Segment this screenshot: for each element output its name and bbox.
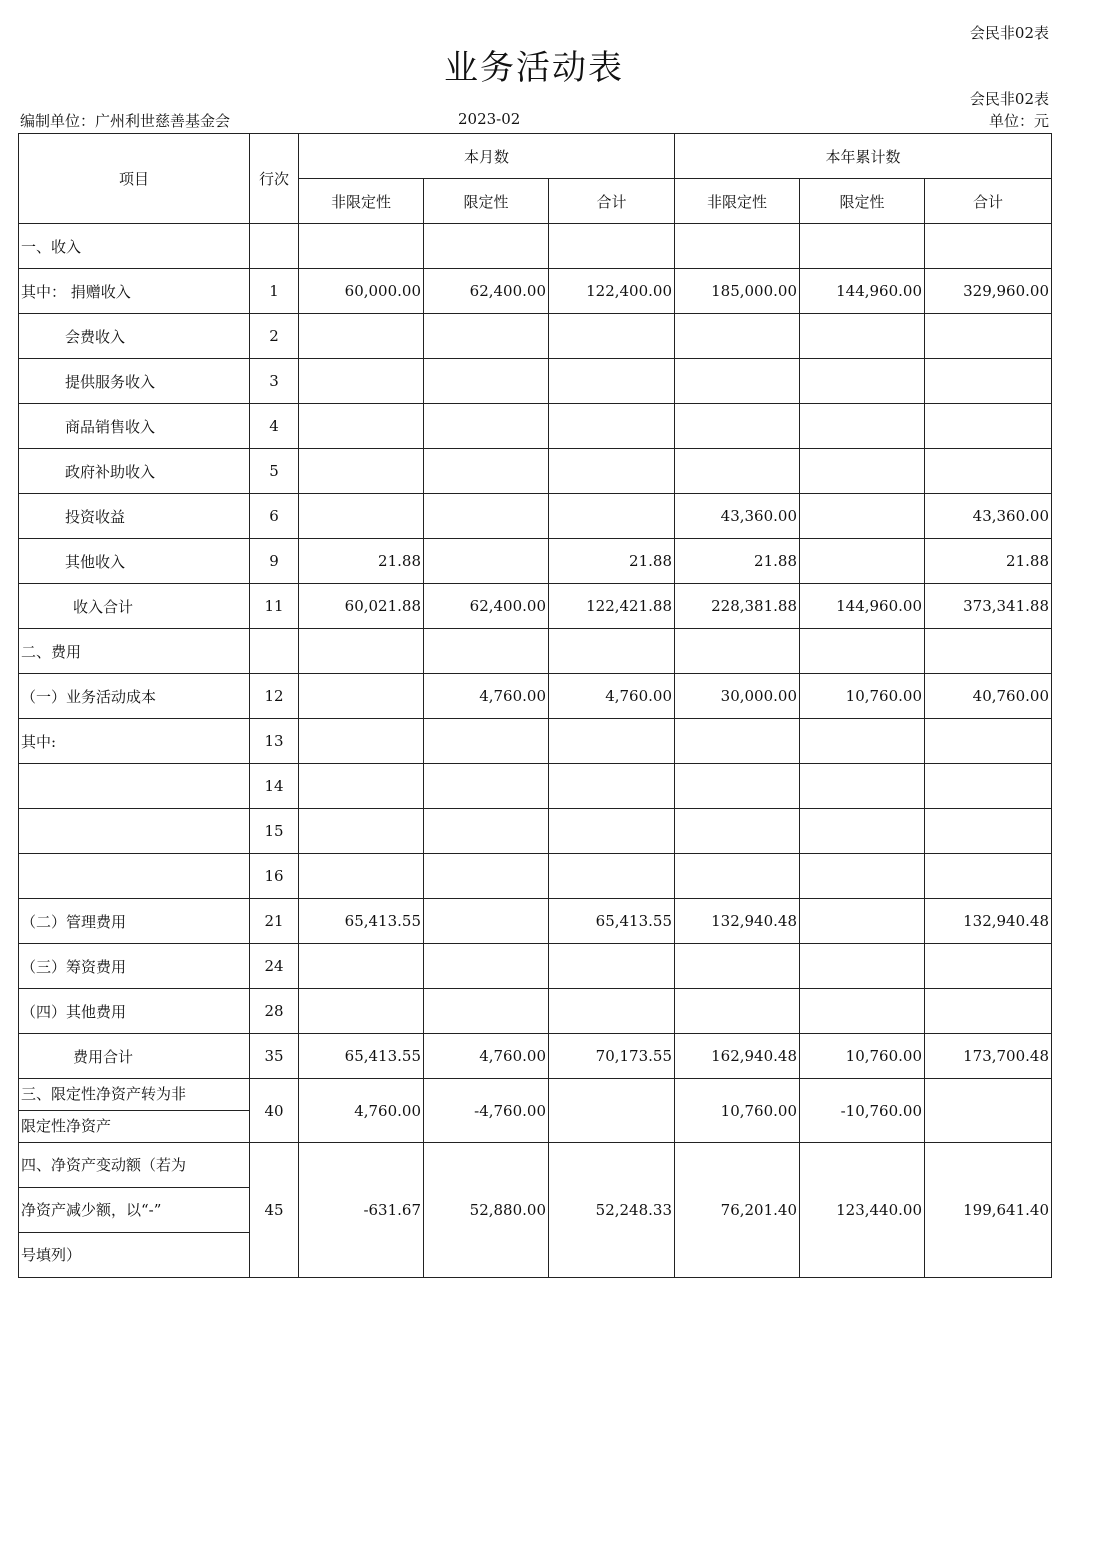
row-line-number: 16 — [250, 854, 299, 899]
cell-y-r — [800, 314, 925, 359]
cell-y-u — [675, 944, 800, 989]
col-header-month-restricted: 限定性 — [424, 179, 549, 224]
cell-m-r — [424, 854, 549, 899]
row-line-number: 3 — [250, 359, 299, 404]
cell-m-r — [424, 494, 549, 539]
page-title: 业务活动表 — [444, 48, 624, 88]
cell-m-t — [549, 629, 675, 674]
row-label — [19, 854, 250, 899]
row-label-line-1: 三、限定性净资产转为非 — [21, 1085, 187, 1103]
activity-report-table — [18, 133, 1052, 1278]
cell-m-r — [424, 359, 549, 404]
cell-y-u: 43,360.00 — [675, 494, 800, 539]
row-label: 投资收益 — [19, 494, 250, 539]
table-row — [19, 989, 1052, 1034]
cell-m-u: 60,000.00 — [299, 269, 424, 314]
cell-m-t — [549, 404, 675, 449]
cell-y-u — [675, 764, 800, 809]
table-row-net-asset-change — [19, 1143, 1052, 1278]
cell-m-u — [299, 224, 424, 269]
row-line-number: 21 — [250, 899, 299, 944]
table-row — [19, 764, 1052, 809]
cell-m-u — [299, 494, 424, 539]
cell-m-u: 4,760.00 — [299, 1079, 424, 1143]
row-line-number: 12 — [250, 674, 299, 719]
row-label: 提供服务收入 — [19, 359, 250, 404]
cell-m-u: 65,413.55 — [299, 1034, 424, 1079]
row-line-number — [250, 224, 299, 269]
row-label — [19, 1143, 250, 1278]
row-label-line-2: 限定性净资产 — [19, 1110, 249, 1142]
cell-y-t: 40,760.00 — [925, 674, 1052, 719]
cell-y-t — [925, 854, 1052, 899]
cell-y-r: 10,760.00 — [800, 1034, 925, 1079]
cell-m-r: 52,880.00 — [424, 1143, 549, 1278]
cell-m-t — [549, 449, 675, 494]
cell-y-r — [800, 494, 925, 539]
row-line-number: 28 — [250, 989, 299, 1034]
cell-m-r: 62,400.00 — [424, 584, 549, 629]
cell-m-r — [424, 224, 549, 269]
cell-m-r: 62,400.00 — [424, 269, 549, 314]
cell-m-r — [424, 809, 549, 854]
table-row — [19, 539, 1052, 584]
cell-m-u — [299, 314, 424, 359]
cell-y-t — [925, 314, 1052, 359]
cell-m-u — [299, 809, 424, 854]
cell-y-t — [925, 359, 1052, 404]
row-line-number: 13 — [250, 719, 299, 764]
cell-m-r — [424, 899, 549, 944]
cell-y-u — [675, 629, 800, 674]
table-row — [19, 674, 1052, 719]
cell-m-t — [549, 989, 675, 1034]
row-label: 会费收入 — [19, 314, 250, 359]
cell-m-t: 122,421.88 — [549, 584, 675, 629]
cell-y-t: 329,960.00 — [925, 269, 1052, 314]
row-line-number: 11 — [250, 584, 299, 629]
cell-m-u — [299, 404, 424, 449]
cell-m-t — [549, 224, 675, 269]
cell-m-r: -4,760.00 — [424, 1079, 549, 1143]
row-label-line-2: 净资产减少额，以“-” — [19, 1187, 249, 1232]
row-label — [19, 764, 250, 809]
row-label-line-3: 号填列） — [19, 1232, 249, 1277]
row-line-number: 14 — [250, 764, 299, 809]
row-line-number: 9 — [250, 539, 299, 584]
cell-m-u — [299, 674, 424, 719]
cell-y-u — [675, 404, 800, 449]
cell-y-t: 132,940.48 — [925, 899, 1052, 944]
row-line-number: 1 — [250, 269, 299, 314]
cell-y-r: 144,960.00 — [800, 584, 925, 629]
cell-m-r — [424, 539, 549, 584]
table-row — [19, 809, 1052, 854]
cell-m-u: -631.67 — [299, 1143, 424, 1278]
cell-y-t: 173,700.48 — [925, 1034, 1052, 1079]
row-line-number — [250, 629, 299, 674]
cell-y-r — [800, 719, 925, 764]
cell-m-r — [424, 944, 549, 989]
row-label: （二）管理费用 — [19, 899, 250, 944]
cell-y-t: 43,360.00 — [925, 494, 1052, 539]
row-line-number: 2 — [250, 314, 299, 359]
table-row — [19, 584, 1052, 629]
cell-m-u — [299, 944, 424, 989]
cell-y-u: 185,000.00 — [675, 269, 800, 314]
cell-y-t: 21.88 — [925, 539, 1052, 584]
row-label: （四）其他费用 — [19, 989, 250, 1034]
cell-m-r: 4,760.00 — [424, 674, 549, 719]
cell-m-u — [299, 854, 424, 899]
table-row — [19, 224, 1052, 269]
row-label: 一、收入 — [19, 224, 250, 269]
col-header-ytd-restricted: 限定性 — [800, 179, 925, 224]
form-code-top: 会民非02表 — [969, 24, 1049, 42]
cell-m-u — [299, 359, 424, 404]
row-label-line-1: 四、净资产变动额（若为 — [21, 1156, 187, 1174]
cell-m-t: 122,400.00 — [549, 269, 675, 314]
cell-y-u — [675, 809, 800, 854]
report-period: 2023-02 — [458, 110, 521, 128]
row-line-number: 35 — [250, 1034, 299, 1079]
row-line-number: 24 — [250, 944, 299, 989]
col-header-item: 项目 — [19, 134, 250, 224]
cell-y-r: -10,760.00 — [800, 1079, 925, 1143]
col-header-month: 本月数 — [299, 134, 675, 179]
cell-m-u — [299, 449, 424, 494]
row-label — [19, 1079, 250, 1143]
cell-m-t — [549, 764, 675, 809]
cell-m-r — [424, 314, 549, 359]
cell-m-r — [424, 404, 549, 449]
cell-y-t: 373,341.88 — [925, 584, 1052, 629]
cell-y-u — [675, 449, 800, 494]
table-row — [19, 854, 1052, 899]
cell-y-t — [925, 764, 1052, 809]
cell-y-r — [800, 224, 925, 269]
form-code: 会民非02表 — [969, 90, 1049, 108]
cell-y-t — [925, 809, 1052, 854]
table-row — [19, 944, 1052, 989]
row-label: 商品销售收入 — [19, 404, 250, 449]
cell-m-u: 21.88 — [299, 539, 424, 584]
table-row — [19, 1034, 1052, 1079]
cell-y-t — [925, 449, 1052, 494]
table-row — [19, 404, 1052, 449]
cell-m-t — [549, 359, 675, 404]
col-header-ytd-unrestricted: 非限定性 — [675, 179, 800, 224]
row-label: 收入合计 — [19, 584, 250, 629]
cell-m-t — [549, 719, 675, 764]
row-label: 其中: — [19, 719, 250, 764]
table-row — [19, 899, 1052, 944]
cell-m-r: 4,760.00 — [424, 1034, 549, 1079]
cell-y-u: 162,940.48 — [675, 1034, 800, 1079]
row-label: （一）业务活动成本 — [19, 674, 250, 719]
col-header-month-total: 合计 — [549, 179, 675, 224]
cell-y-r — [800, 944, 925, 989]
cell-m-t: 21.88 — [549, 539, 675, 584]
row-line-number: 5 — [250, 449, 299, 494]
cell-y-t — [925, 224, 1052, 269]
col-header-month-unrestricted: 非限定性 — [299, 179, 424, 224]
cell-m-r — [424, 989, 549, 1034]
row-line-number: 4 — [250, 404, 299, 449]
cell-m-u — [299, 719, 424, 764]
row-line-number: 40 — [250, 1079, 299, 1143]
cell-m-t: 70,173.55 — [549, 1034, 675, 1079]
row-label: 政府补助收入 — [19, 449, 250, 494]
cell-m-r — [424, 719, 549, 764]
cell-y-t: 199,641.40 — [925, 1143, 1052, 1278]
row-label: 费用合计 — [19, 1034, 250, 1079]
cell-m-r — [424, 629, 549, 674]
cell-y-r: 144,960.00 — [800, 269, 925, 314]
cell-m-r — [424, 764, 549, 809]
cell-y-r — [800, 359, 925, 404]
header-row-1 — [19, 134, 1052, 179]
row-line-number: 15 — [250, 809, 299, 854]
cell-m-t — [549, 854, 675, 899]
cell-m-u — [299, 764, 424, 809]
cell-y-r — [800, 899, 925, 944]
row-label — [19, 809, 250, 854]
cell-m-t — [549, 314, 675, 359]
cell-m-t — [549, 1079, 675, 1143]
cell-y-t — [925, 404, 1052, 449]
cell-m-r — [424, 449, 549, 494]
table-row-restricted-transfer — [19, 1079, 1052, 1143]
cell-y-u: 76,201.40 — [675, 1143, 800, 1278]
table-row — [19, 314, 1052, 359]
table-row — [19, 449, 1052, 494]
cell-y-t — [925, 944, 1052, 989]
row-line-number: 6 — [250, 494, 299, 539]
table-row — [19, 719, 1052, 764]
cell-y-r — [800, 989, 925, 1034]
cell-y-u: 10,760.00 — [675, 1079, 800, 1143]
row-label: 二、费用 — [19, 629, 250, 674]
cell-m-u — [299, 989, 424, 1034]
table-row — [19, 269, 1052, 314]
row-line-number: 45 — [250, 1143, 299, 1278]
cell-y-t — [925, 629, 1052, 674]
cell-y-u — [675, 314, 800, 359]
col-header-line: 行次 — [250, 134, 299, 224]
cell-m-u: 60,021.88 — [299, 584, 424, 629]
cell-y-r — [800, 764, 925, 809]
cell-y-r — [800, 404, 925, 449]
cell-m-u: 65,413.55 — [299, 899, 424, 944]
cell-y-r: 10,760.00 — [800, 674, 925, 719]
cell-y-t — [925, 1079, 1052, 1143]
cell-m-u — [299, 629, 424, 674]
row-label: 其他收入 — [19, 539, 250, 584]
cell-y-u: 228,381.88 — [675, 584, 800, 629]
cell-y-u: 132,940.48 — [675, 899, 800, 944]
col-header-ytd: 本年累计数 — [675, 134, 1052, 179]
currency-unit: 单位：元 — [988, 112, 1049, 130]
cell-y-r — [800, 629, 925, 674]
cell-y-r — [800, 854, 925, 899]
cell-y-r — [800, 809, 925, 854]
cell-m-t: 52,248.33 — [549, 1143, 675, 1278]
cell-m-t — [549, 944, 675, 989]
cell-y-r — [800, 539, 925, 584]
cell-y-r: 123,440.00 — [800, 1143, 925, 1278]
cell-m-t — [549, 494, 675, 539]
table-row — [19, 494, 1052, 539]
cell-y-u: 30,000.00 — [675, 674, 800, 719]
cell-m-t: 4,760.00 — [549, 674, 675, 719]
table-row — [19, 359, 1052, 404]
cell-y-u — [675, 359, 800, 404]
cell-y-u: 21.88 — [675, 539, 800, 584]
col-header-ytd-total: 合计 — [925, 179, 1052, 224]
row-label: 其中： 捐赠收入 — [19, 269, 250, 314]
cell-y-r — [800, 449, 925, 494]
row-label: （三）筹资费用 — [19, 944, 250, 989]
cell-y-u — [675, 989, 800, 1034]
table-row — [19, 629, 1052, 674]
cell-y-u — [675, 854, 800, 899]
cell-y-u — [675, 719, 800, 764]
cell-y-t — [925, 989, 1052, 1034]
cell-y-u — [675, 224, 800, 269]
organization-label: 编制单位：广州利世慈善基金会 — [20, 112, 231, 130]
cell-m-t: 65,413.55 — [549, 899, 675, 944]
cell-m-t — [549, 809, 675, 854]
cell-y-t — [925, 719, 1052, 764]
